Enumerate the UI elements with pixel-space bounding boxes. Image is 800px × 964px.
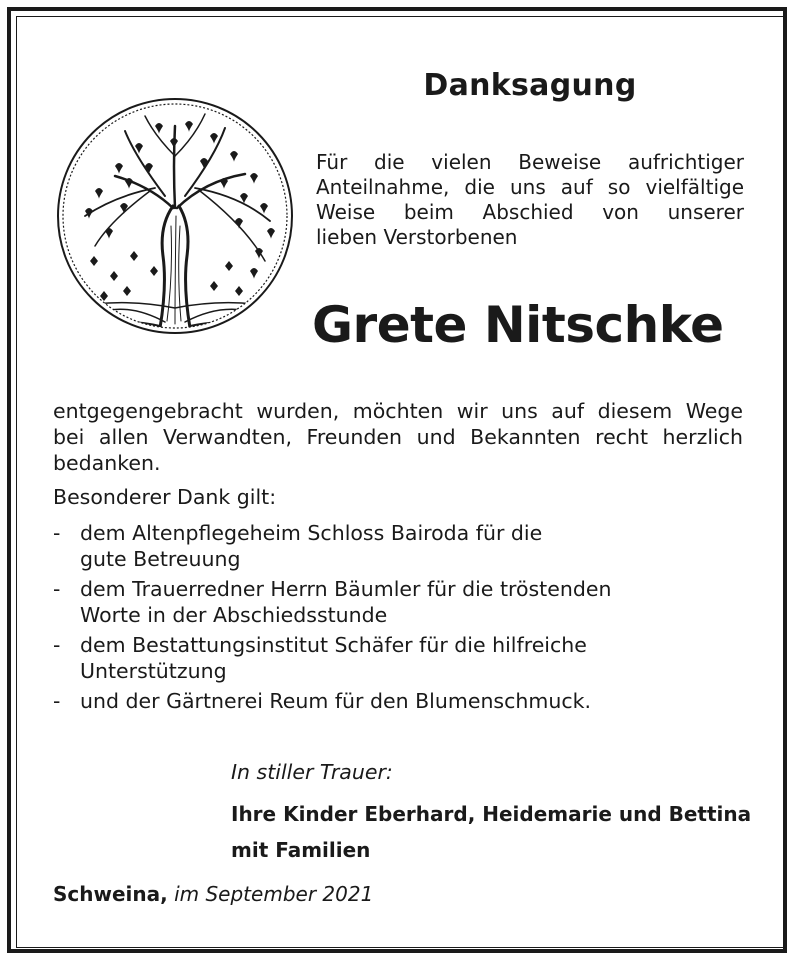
signature-intro: In stiller Trauer: [231,760,393,784]
intro-line: Für die vielen Beweise aufrichtiger [316,150,744,174]
list-item-text: dem Bestattungsinstitut Schäfer für die hilfreiche Unterstützung [80,633,587,683]
list-dash: - [53,577,61,601]
heading: Danksagung [423,68,637,103]
list-item [53,576,743,628]
body-text [53,398,743,476]
list-dash: - [53,521,61,545]
list-item [53,632,743,684]
intro-line: lieben Verstorbenen [316,225,518,249]
signature-line: mit Familien [231,838,371,862]
date-text: im September 2021 [174,882,374,906]
intro-line: Weise beim Abschied von unserer [316,200,744,224]
place-date [53,882,373,906]
list-dash: - [53,633,61,657]
list-item-text: dem Trauerredner Herrn Bäumler für die tröstenden Worte in der Abschiedsstunde [80,577,612,627]
signature-line: Ihre Kinder Eberhard, Heidemarie und Bettina [231,802,752,826]
list-item-text: dem Altenpflegeheim Schloss Bairoda für die gute Betreuung [80,521,543,571]
place-name: Schweina, [53,882,168,906]
deceased-name: Grete Nitschke [312,296,724,354]
list-dash: - [53,689,61,713]
list-item [53,688,743,714]
body-line: bei allen Verwandten, Freunden und Bekannten recht herzlich [53,425,743,449]
tree-of-life-icon [55,96,295,336]
intro-line: Anteilnahme, die uns auf so vielfältige [316,175,744,199]
intro-text [316,150,744,250]
list-item-text: und der Gärtnerei Reum für den Blumenschmuck. [80,689,591,713]
list-item [53,520,743,572]
signature-names [231,796,751,868]
body-line: bedanken. [53,451,161,475]
thanks-heading: Besonderer Dank gilt: [53,485,277,509]
body-line: entgegengebracht wurden, möchten wir uns auf diesem Wege [53,399,743,423]
thanks-list [53,520,743,718]
